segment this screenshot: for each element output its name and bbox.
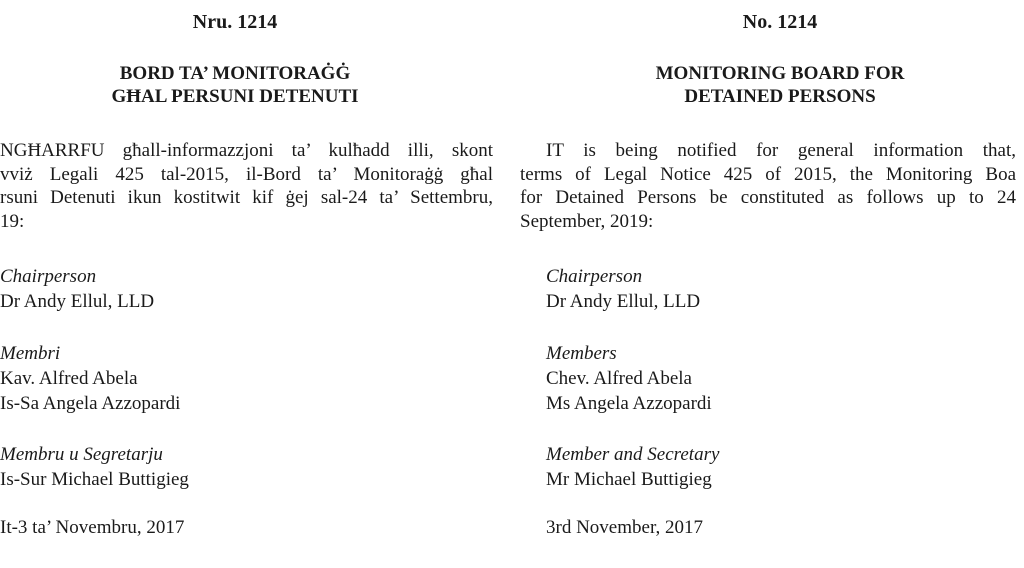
chairperson-name: Dr Andy Ellul, LLD bbox=[546, 291, 701, 312]
member-name: Ms Angela Azzopardi bbox=[546, 393, 712, 414]
paragraph-line: September, 2019: bbox=[520, 210, 654, 232]
secretary-role: Membru u Segretarju bbox=[0, 444, 163, 465]
secretary-name: Is-Sur Michael Buttigieg bbox=[0, 469, 189, 490]
members-block bbox=[0, 341, 180, 416]
chairperson-role: Chairperson bbox=[0, 266, 97, 287]
secretary-block bbox=[0, 442, 189, 492]
english-column bbox=[520, 0, 1024, 568]
secretary-name: Mr Michael Buttigieg bbox=[546, 469, 712, 490]
paragraph-line: rsuni Detenuti ikun kostitwit kif ġej sal-24 ta’ Settembru, bbox=[0, 187, 493, 208]
chairperson-name: Dr Andy Ellul, LLD bbox=[0, 291, 155, 312]
notice-date: 3rd November, 2017 bbox=[546, 517, 704, 538]
notice-number: No. 1214 bbox=[742, 11, 818, 33]
title-line: DETAINED PERSONS bbox=[684, 86, 876, 107]
paragraph-line: IT is being notified for general information that, bbox=[546, 140, 1016, 161]
notice-date: It-3 ta’ Novembru, 2017 bbox=[0, 517, 185, 538]
notice-paragraph bbox=[520, 139, 1016, 233]
chairperson-block bbox=[0, 264, 154, 314]
title-line: MONITORING BOARD FOR bbox=[655, 63, 905, 84]
members-role: Members bbox=[546, 343, 617, 364]
secretary-role: Member and Secretary bbox=[546, 444, 720, 465]
member-name: Kav. Alfred Abela bbox=[0, 368, 138, 389]
paragraph-line: vviż Legali 425 tal-2015, il-Bord ta’ Monitoraġġ għal bbox=[0, 163, 493, 185]
title-line: GĦAL PERSUNI DETENUTI bbox=[111, 86, 359, 107]
paragraph-line: for Detained Persons be constituted as follows up to 24 bbox=[520, 187, 1016, 208]
chairperson-block bbox=[546, 264, 700, 314]
paragraph-line: 19: bbox=[0, 210, 25, 232]
notice-title bbox=[0, 62, 470, 108]
maltese-column bbox=[0, 0, 500, 568]
member-name: Chev. Alfred Abela bbox=[546, 368, 692, 389]
notice-number: Nru. 1214 bbox=[192, 11, 278, 33]
paragraph-line: NGĦARRFU għall-informazzjoni ta’ kulħadd illi, skont bbox=[0, 140, 493, 161]
member-name: Is-Sa Angela Azzopardi bbox=[0, 393, 181, 414]
chairperson-role: Chairperson bbox=[546, 266, 643, 287]
notice-title bbox=[520, 62, 1024, 108]
secretary-block bbox=[546, 442, 719, 492]
title-line: BORD TA’ MONITORAĠĠ bbox=[119, 63, 351, 84]
paragraph-line: terms of Legal Notice 425 of 2015, the Monitoring Boa bbox=[520, 163, 1016, 185]
members-role: Membri bbox=[0, 343, 61, 364]
notice-paragraph bbox=[0, 139, 493, 233]
members-block bbox=[546, 341, 712, 416]
